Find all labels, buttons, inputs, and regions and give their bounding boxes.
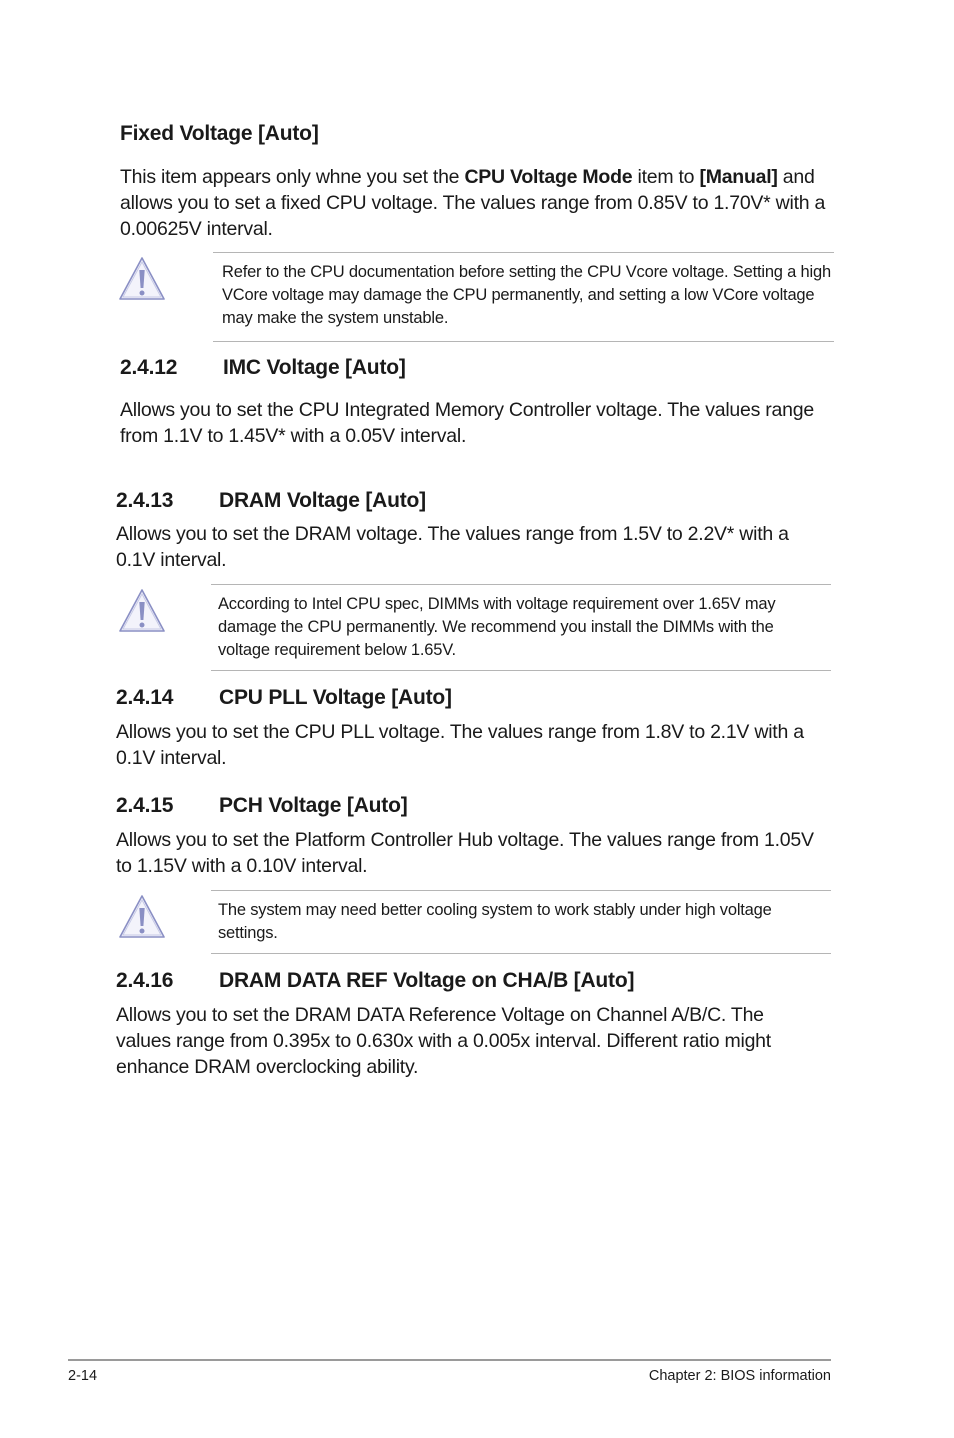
section-heading-dram: 2.4.13 DRAM Voltage [Auto] [116, 489, 426, 512]
pch-note: The system may need better cooling system to work stably under high voltage settings. [218, 901, 772, 942]
footer-rule [68, 1359, 831, 1361]
chapter-title: Chapter 2: BIOS information [648, 1368, 831, 1384]
section-body-pch: Allows you to set the Platform Controller Hub voltage. The values range from 1.05V to 1.15V with a 0.10V interval. [116, 829, 814, 877]
section-body-dram: Allows you to set the DRAM voltage. The values range from 1.5V to 2.2V* with a 0.1V interval. [116, 523, 789, 571]
section-body-imc: Allows you to set the CPU Integrated Memory Controller voltage. The values range from 1.1V to 1.45V* with a 0.05V interval. [120, 399, 814, 447]
section-body-cpu-pll: Allows you to set the CPU PLL voltage. The values range from 1.8V to 2.1V with a 0.1V interval. [116, 721, 804, 769]
section-heading-dram-ref: 2.4.16 DRAM DATA REF Voltage on CHA/B [Auto] [116, 969, 635, 992]
note-bottom-rule [211, 953, 831, 954]
warning-triangle-icon [117, 893, 167, 939]
section-body-dram-ref: Allows you to set the DRAM DATA Reference Voltage on Channel A/B/C. The values range from 0.395x to 0.630x with a 0.005x interval. Different ratio might enhance DRAM overclocking ability. [116, 1004, 771, 1078]
note-bottom-rule [213, 341, 834, 342]
page-number: 2-14 [68, 1368, 98, 1384]
fixed-voltage-note: Refer to the CPU documentation before setting the CPU Vcore voltage. Setting a high VCore voltage may damage the CPU permanently, and setting a low VCore voltage may make the system unstable. [222, 263, 831, 327]
warning-triangle-icon [117, 255, 167, 301]
fixed-voltage-heading: Fixed Voltage [Auto] [120, 122, 319, 145]
note-top-rule [211, 584, 831, 585]
warning-triangle-icon [117, 587, 167, 633]
fixed-voltage-body: This item appears only whne you set the CPU Voltage Mode item to [Manual] and allows you to set a fixed CPU voltage. The values range from 0.85V to 1.70V* with a 0.00625V interval. [120, 166, 826, 240]
dram-note: According to Intel CPU spec, DIMMs with voltage requirement over 1.65V may damage the CPU permanently. We recommend you install the DIMMs with the voltage requirement below 1.65V. [218, 595, 776, 659]
section-heading-pch: 2.4.15 PCH Voltage [Auto] [116, 794, 408, 817]
note-top-rule [211, 890, 831, 891]
note-bottom-rule [211, 670, 831, 671]
section-heading-imc: 2.4.12 IMC Voltage [Auto] [120, 356, 406, 379]
note-top-rule [213, 252, 834, 253]
section-heading-cpu-pll: 2.4.14 CPU PLL Voltage [Auto] [116, 686, 452, 709]
